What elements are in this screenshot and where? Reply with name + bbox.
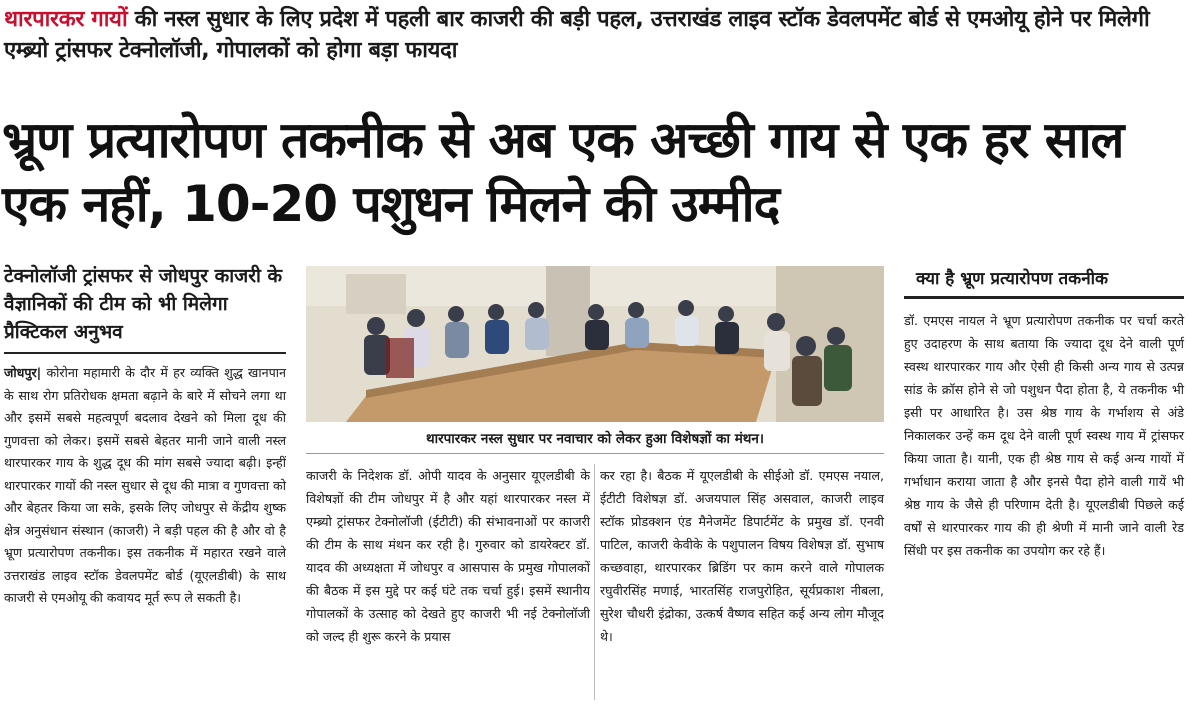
sidebar-text: डॉ. एमएस नायल ने भ्रूण प्रत्यारोपण तकनीक पर चर्चा करते हुए उदाहरण के साथ बताया कि ज्यादा दूध देने वाली पूर्ण स्वस्थ थारपारकर गाय और ऐसी ही किसी अन्य गाय से उत्पन्न सांड के क्रॉस होने से जो पशुधन पैदा होता है, ये तकनीक भी इसी पर आधारित है। उस श्रेष्ठ गाय के गर्भाशय से अंडे निकालकर उन्हें कम दूध देने वाली पूर्ण स्वस्थ गाय में ट्रांसफर किया जाता है। यानी, एक ही श्रेष्ठ गाय से कई अन्य गायों में गर्भाधान कराया जाता है और इनसे पैदा होने वाली गायें भी श्रेष्ठ गाय के जैसे ही परिणाम देती है। यूएलडीबी पिछले कई वर्षों से थारपारकर गाय की ही श्रेणी में मानी जाने वाली रेड सिंधी पर इस तकनीक का उपयोग कर रहे हैं। bbox=[904, 313, 1184, 558]
kicker-highlight: थारपारकर गायों bbox=[4, 7, 128, 32]
photo-caption: थारपारकर नस्ल सुधार पर नवाचार को लेकर हुआ विशेषज्ञों का मंथन। bbox=[306, 424, 884, 454]
dateline: जोधपुर| bbox=[4, 365, 42, 380]
middle-column-2: कर रहा है। बैठक में यूएलडीबी के सीईओ डॉ. एमएस नयाल, ईटीटी विशेषज्ञ डॉ. अजयपाल सिंह असवाल, काजरी लाइव स्टॉक प्रोडक्शन एंड मैनेजमेंट डिपार्टमेंट के प्रमुख डॉ. एनवी पाटिल, काजरी केवीके के पशुपालन विषय विशेषज्ञ डॉ. सुभाष कच्छवाहा, थारपारकर ब्रिडिंग पर काम करने वाले गोपालक रघुवीरसिंह मणाई, भारतसिंह राजपुरोहित, सूर्यप्रकाश नीबला, सुरेश चौधरी इंद्रोका, उत्कर्ष वैष्णव सहित कई अन्य लोग मौजूद थे। bbox=[600, 468, 884, 644]
column-divider bbox=[594, 464, 595, 700]
meeting-photo bbox=[306, 266, 884, 422]
middle-column-1: काजरी के निदेशक डॉ. ओपी यादव के अनुसार यूएलडीबी के विशेषज्ञों की टीम जोधपुर में है और यहां थारपारकर नस्ल में एम्ब्र्यो ट्रांसफर टेक्नोलॉजी (ईटीटी) की संभावनाओं पर काजरी की टीम के साथ मंथन कर रही है। गुरुवार को डायरेक्टर डॉ. यादव की अध्यक्षता में जोधपुर व आसपास के प्रमुख गोपालकों की बैठक में इस मुद्दे पर कई घंटे तक चर्चा हुई। इसमें स्थानीय गोपालकों के उत्साह को देखते हुए काजरी भी नई टेक्नोलॉजी को जल्द ही शुरू करने के प्रयास bbox=[306, 468, 590, 644]
left-article-text bbox=[4, 362, 286, 610]
right-sidebar-box bbox=[904, 262, 1184, 562]
kicker-text: की नस्ल सुधार के लिए प्रदेश में पहली बार काजरी की बड़ी पहल, उत्तराखंड लाइव स्टॉक डेवलपमेंट बोर्ड से एमओयू होने पर मिलेगी एम्ब्र्यो ट्रांसफर टेक्नोलॉजी, गोपालकों को होगा बड़ा फायदा bbox=[4, 7, 1150, 63]
left-column bbox=[4, 262, 286, 610]
left-body: कोरोना महामारी के दौर में हर व्यक्ति शुद्ध खानपान के साथ रोग प्रतिरोधक क्षमता बढ़ाने के बारे में सोचने लगा था और इसमें सबसे महत्वपूर्ण बदलाव देखने को मिला दूध की गुणवत्ता को लेकर। इसमें सबसे बेहतर मानी जाने वाली नस्ल थारपारकर गाय के शुद्ध दूध की मांग सबसे ज्यादा बढ़ी। इन्हीं थारपारकर गायों की नस्ल सुधार से दूध की मात्रा व गुणवत्ता को और बेहतर किया जा सके, इसके लिए जोधपुर से केंद्रीय शुष्क क्षेत्र अनुसंधान संस्थान (काजरी) ने बड़ी पहल की है और वो है भ्रूण प्रत्यारोपण तकनीक। इस तकनीक में महारत रखने वाले उत्तराखंड लाइव स्टॉक डेवलपमेंट बोर्ड (यूएलडीबी) के साथ काजरी से एमओयू की कवायद मूर्त रूप ले सकती है। bbox=[4, 365, 286, 605]
sidebar-title: क्या है भ्रूण प्रत्यारोपण तकनीक bbox=[904, 262, 1184, 299]
kicker-strap bbox=[4, 4, 1184, 66]
left-subheading: टेक्नोलॉजी ट्रांसफर से जोधपुर काजरी के वैज्ञानिकों की टीम को भी मिलेगा प्रैक्टिकल अनुभव bbox=[4, 262, 286, 354]
meeting-photo-illustration bbox=[306, 266, 884, 422]
main-headline: भ्रूण प्रत्यारोपण तकनीक से अब एक अच्छी गाय से एक हर साल एक नहीं, 10-20 पशुधन मिलने की उम्मीद bbox=[2, 111, 1124, 233]
